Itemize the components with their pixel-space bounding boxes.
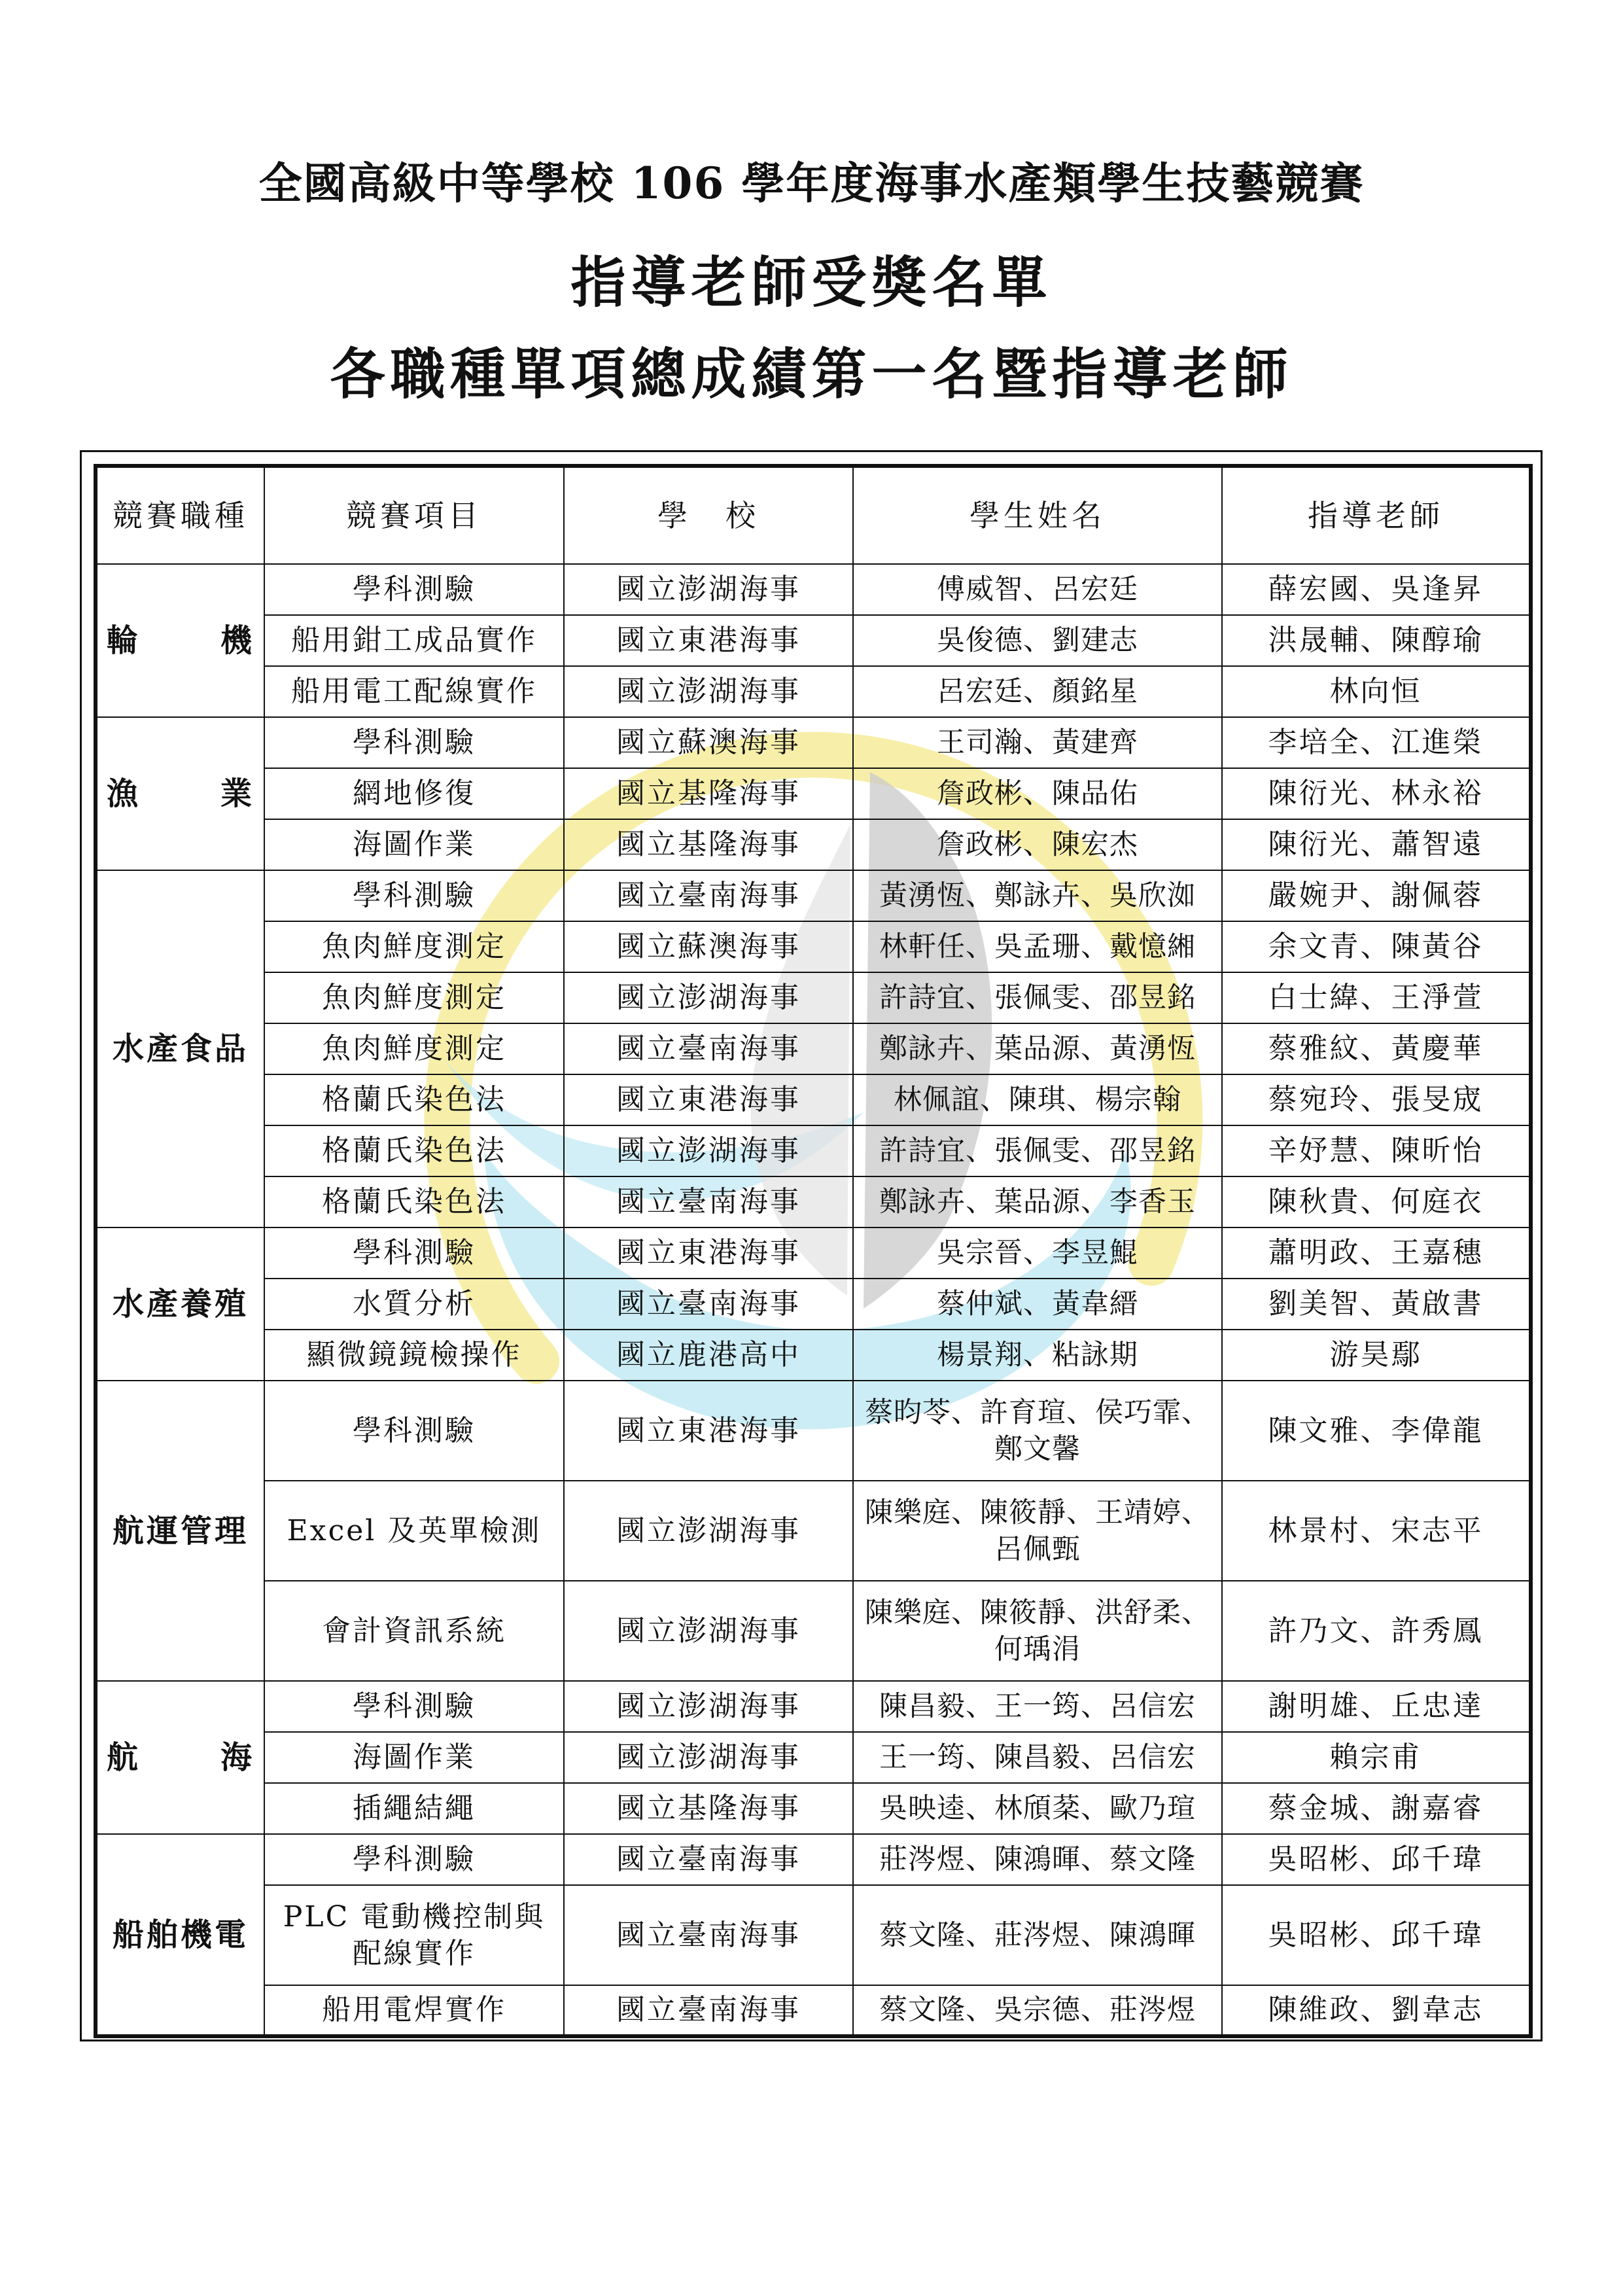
item-cell: 魚肉鮮度測定 [264, 921, 564, 972]
teachers-cell: 蕭明政、王嘉穗 [1222, 1227, 1531, 1279]
category-cell: 水產養殖 [96, 1227, 264, 1381]
teachers-cell: 薛宏國、吳逢昇 [1222, 564, 1531, 615]
students-cell: 許詩宜、張佩雯、邵昱銘 [853, 972, 1222, 1023]
students-cell: 陳樂庭、陳筱靜、洪舒柔、何瑀涓 [853, 1581, 1222, 1681]
school-cell: 國立澎湖海事 [564, 1481, 853, 1581]
table-row [96, 972, 1531, 1023]
students-cell: 吳映逵、林頎棻、歐乃瑄 [853, 1783, 1222, 1834]
students-cell: 林軒任、吳孟珊、戴憶緗 [853, 921, 1222, 972]
table-row [96, 1176, 1531, 1227]
school-cell: 國立澎湖海事 [564, 1581, 853, 1681]
school-cell: 國立臺南海事 [564, 1834, 853, 1885]
teachers-cell: 嚴婉尹、謝佩蓉 [1222, 870, 1531, 921]
item-cell: 船用電工配線實作 [264, 666, 564, 717]
column-header-school: 學 校 [564, 466, 853, 564]
table-row [96, 1330, 1531, 1381]
teachers-cell: 陳衍光、蕭智遠 [1222, 819, 1531, 870]
teachers-cell: 蔡雅紋、黃慶華 [1222, 1023, 1531, 1074]
students-cell: 鄭詠卉、葉品源、黃湧恆 [853, 1023, 1222, 1074]
teachers-cell: 陳秋貴、何庭衣 [1222, 1176, 1531, 1227]
column-header-item: 競賽項目 [264, 466, 564, 564]
students-cell: 王司瀚、黃建齊 [853, 717, 1222, 768]
category-cell: 水產食品 [96, 870, 264, 1227]
school-cell: 國立東港海事 [564, 1074, 853, 1125]
teachers-cell: 辛妤慧、陳昕怡 [1222, 1125, 1531, 1176]
school-cell: 國立臺南海事 [564, 1023, 853, 1074]
item-cell: 學科測驗 [264, 564, 564, 615]
students-cell: 蔡文隆、吳宗德、莊涔煜 [853, 1985, 1222, 2036]
teachers-cell: 賴宗甫 [1222, 1732, 1531, 1783]
table-row [96, 1227, 1531, 1279]
school-cell: 國立蘇澳海事 [564, 717, 853, 768]
teachers-cell: 蔡宛玲、張旻宬 [1222, 1074, 1531, 1125]
school-cell: 國立鹿港高中 [564, 1330, 853, 1381]
students-cell: 陳樂庭、陳筱靜、王靖婷、呂佩甄 [853, 1481, 1222, 1581]
students-cell: 蔡文隆、莊涔煜、陳鴻暉 [853, 1885, 1222, 1985]
item-cell: 格蘭氏染色法 [264, 1125, 564, 1176]
teachers-cell: 謝明雄、丘忠達 [1222, 1681, 1531, 1732]
teachers-cell: 蔡金城、謝嘉睿 [1222, 1783, 1531, 1834]
table-row [96, 1023, 1531, 1074]
table-row [96, 1581, 1531, 1681]
column-header-teachers: 指導老師 [1222, 466, 1531, 564]
teachers-cell: 林向恒 [1222, 666, 1531, 717]
school-cell: 國立基隆海事 [564, 1783, 853, 1834]
school-cell: 國立東港海事 [564, 1381, 853, 1481]
school-cell: 國立澎湖海事 [564, 1681, 853, 1732]
column-header-category: 競賽職種 [96, 466, 264, 564]
competition-title: 全國高級中等學校 106 學年度海事水產類學生技藝競賽 [258, 158, 1365, 209]
school-cell: 國立臺南海事 [564, 1985, 853, 2036]
students-cell: 陳昌毅、王一筠、呂信宏 [853, 1681, 1222, 1732]
item-cell: 船用鉗工成品實作 [264, 615, 564, 666]
students-cell: 呂宏廷、顏銘星 [853, 666, 1222, 717]
teachers-cell: 余文青、陳黃谷 [1222, 921, 1531, 972]
item-cell: 插繩結繩 [264, 1783, 564, 1834]
item-cell: 學科測驗 [264, 870, 564, 921]
awards-table [94, 464, 1533, 2038]
table-row [96, 615, 1531, 666]
school-cell: 國立澎湖海事 [564, 666, 853, 717]
students-cell: 吳俊德、劉建志 [853, 615, 1222, 666]
table-row [96, 819, 1531, 870]
title-block [0, 157, 1623, 407]
table-row [96, 1834, 1531, 1885]
school-cell: 國立臺南海事 [564, 1176, 853, 1227]
table-row [96, 1481, 1531, 1581]
teachers-cell: 劉美智、黃啟書 [1222, 1279, 1531, 1330]
table-row [96, 1681, 1531, 1732]
teachers-cell: 白士緯、王淨萱 [1222, 972, 1531, 1023]
table-row [96, 921, 1531, 972]
item-cell: 魚肉鮮度測定 [264, 972, 564, 1023]
school-cell: 國立基隆海事 [564, 768, 853, 819]
students-cell: 蔡仲斌、黃韋縉 [853, 1279, 1222, 1330]
school-cell: 國立東港海事 [564, 615, 853, 666]
category-cell: 航運管理 [96, 1381, 264, 1681]
students-cell: 林佩誼、陳琪、楊宗翰 [853, 1074, 1222, 1125]
table-row [96, 666, 1531, 717]
students-cell: 傅威智、呂宏廷 [853, 564, 1222, 615]
item-cell: 顯微鏡鏡檢操作 [264, 1330, 564, 1381]
teachers-cell: 林景村、宋志平 [1222, 1481, 1531, 1581]
category-cell: 輪 機 [96, 564, 264, 717]
item-cell: 網地修復 [264, 768, 564, 819]
students-cell: 楊景翔、粘詠期 [853, 1330, 1222, 1381]
column-header-students: 學生姓名 [853, 466, 1222, 564]
teachers-cell: 陳維政、劉韋志 [1222, 1985, 1531, 2036]
table-row [96, 564, 1531, 615]
item-cell: 學科測驗 [264, 1381, 564, 1481]
category-cell: 船舶機電 [96, 1834, 264, 2036]
item-cell: 海圖作業 [264, 1732, 564, 1783]
item-cell: 魚肉鮮度測定 [264, 1023, 564, 1074]
school-cell: 國立基隆海事 [564, 819, 853, 870]
item-cell: 學科測驗 [264, 1681, 564, 1732]
teachers-cell: 李培全、江進榮 [1222, 717, 1531, 768]
item-cell: 學科測驗 [264, 1834, 564, 1885]
table-row [96, 1985, 1531, 2036]
school-cell: 國立澎湖海事 [564, 1125, 853, 1176]
category-cell: 航 海 [96, 1681, 264, 1834]
item-cell: PLC 電動機控制與配線實作 [264, 1885, 564, 1985]
table-row [96, 1885, 1531, 1985]
teachers-cell: 陳文雅、李偉龍 [1222, 1381, 1531, 1481]
school-cell: 國立東港海事 [564, 1227, 853, 1279]
list-title: 指導老師受獎名單 [570, 250, 1053, 315]
table-row [96, 1279, 1531, 1330]
table-row [96, 1732, 1531, 1783]
teachers-cell: 吳昭彬、邱千瑋 [1222, 1885, 1531, 1985]
item-cell: 格蘭氏染色法 [264, 1176, 564, 1227]
item-cell: 學科測驗 [264, 717, 564, 768]
item-cell: 格蘭氏染色法 [264, 1074, 564, 1125]
students-cell: 許詩宜、張佩雯、邵昱銘 [853, 1125, 1222, 1176]
header-row [96, 466, 1531, 564]
school-cell: 國立澎湖海事 [564, 1732, 853, 1783]
teachers-cell: 吳昭彬、邱千瑋 [1222, 1834, 1531, 1885]
students-cell: 蔡昀苓、許育瑄、侯巧霏、鄭文馨 [853, 1381, 1222, 1481]
students-cell: 莊涔煜、陳鴻暉、蔡文隆 [853, 1834, 1222, 1885]
table-row [96, 768, 1531, 819]
school-cell: 國立臺南海事 [564, 1279, 853, 1330]
item-cell: 學科測驗 [264, 1227, 564, 1279]
table-frame [80, 450, 1543, 2041]
school-cell: 國立澎湖海事 [564, 972, 853, 1023]
students-cell: 詹政彬、陳宏杰 [853, 819, 1222, 870]
category-cell: 漁 業 [96, 717, 264, 870]
table-row [96, 870, 1531, 921]
teachers-cell: 游昊鄢 [1222, 1330, 1531, 1381]
table-row [96, 717, 1531, 768]
students-cell: 吳宗晉、李昱鯤 [853, 1227, 1222, 1279]
item-cell: 會計資訊系統 [264, 1581, 564, 1681]
students-cell: 王一筠、陳昌毅、呂信宏 [853, 1732, 1222, 1783]
students-cell: 詹政彬、陳品佑 [853, 768, 1222, 819]
teachers-cell: 洪晟輔、陳醇瑜 [1222, 615, 1531, 666]
teachers-cell: 許乃文、許秀鳳 [1222, 1581, 1531, 1681]
school-cell: 國立澎湖海事 [564, 564, 853, 615]
students-cell: 鄭詠卉、葉品源、李香玉 [853, 1176, 1222, 1227]
table-row [96, 1074, 1531, 1125]
list-subtitle: 各職種單項總成績第一名暨指導老師 [330, 342, 1293, 406]
item-cell: 海圖作業 [264, 819, 564, 870]
item-cell: 水質分析 [264, 1279, 564, 1330]
school-cell: 國立蘇澳海事 [564, 921, 853, 972]
item-cell: Excel 及英單檢測 [264, 1481, 564, 1581]
teachers-cell: 陳衍光、林永裕 [1222, 768, 1531, 819]
school-cell: 國立臺南海事 [564, 1885, 853, 1985]
table-row [96, 1125, 1531, 1176]
item-cell: 船用電焊實作 [264, 1985, 564, 2036]
table-row [96, 1381, 1531, 1481]
students-cell: 黃湧恆、鄭詠卉、吳欣洳 [853, 870, 1222, 921]
table-row [96, 1783, 1531, 1834]
school-cell: 國立臺南海事 [564, 870, 853, 921]
